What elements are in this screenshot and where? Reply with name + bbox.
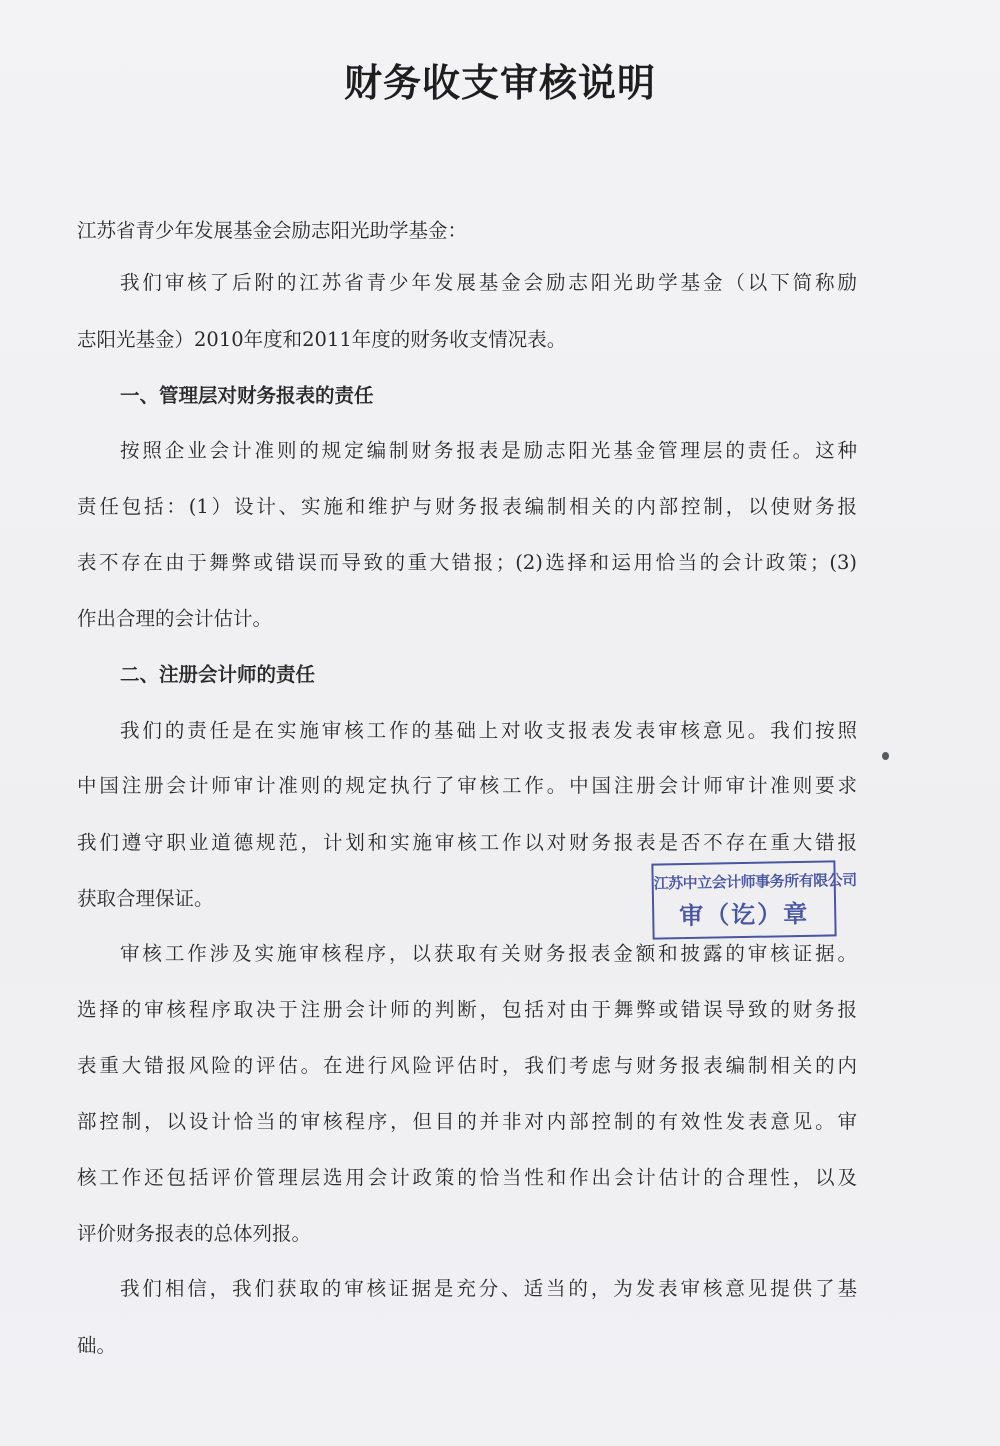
audit-stamp [651,860,857,939]
section2-p1-line-1: 我们的责任是在实施审核工作的基础上对收支报表发表审核意见。我们按照 [120,719,857,742]
section1-line-3: 表不存在由于舞弊或错误而导致的重大错报；(2)选择和运用恰当的会计政策；(3) [77,551,857,574]
section2-p1-line-3: 我们遵守职业道德规范，计划和实施审核工作以对财务报表是否不存在重大错报 [77,831,857,854]
document-title: 财务收支审核说明 [343,60,656,105]
section1-line-4: 作出合理的会计估计。 [77,607,273,630]
section2-p2-line-6: 评价财务报表的总体列报。 [77,1222,312,1245]
stamp-org-name: 江苏中立会计师事务所有限公司 [653,871,857,893]
section2-p1-line-2: 中国注册会计师审计准则的规定执行了审核工作。中国注册会计师审计准则要求 [77,774,857,797]
intro-line-1: 我们审核了后附的江苏省青少年发展基金会励志阳光助学基金（以下简称励 [120,271,857,294]
section1-heading: 一、管理层对财务报表的责任 [120,384,374,407]
section2-p2-line-4: 部控制，以设计恰当的审核程序，但目的并非对内部控制的有效性发表意见。审 [77,1110,857,1133]
section1-line-2: 责任包括：(1）设计、实施和维护与财务报表编制相关的内部控制，以使财务报 [77,495,857,518]
section2-p2-line-3: 表重大错报风险的评估。在进行风险评估时，我们考虑与财务报表编制相关的内 [77,1054,857,1077]
section2-p3-line-1: 我们相信，我们获取的审核证据是充分、适当的，为发表审核意见提供了基 [120,1277,857,1300]
section2-p2-line-5: 核工作还包括评价管理层选用会计政策的恰当性和作出会计估计的合理性，以及 [77,1166,857,1189]
section1-line-1: 按照企业会计准则的规定编制财务报表是励志阳光基金管理层的责任。这种 [120,439,857,462]
section2-p1-line-4: 获取合理保证。 [77,887,214,910]
section2-p2-line-2: 选择的审核程序取决于注册会计师的判断，包括对由于舞弊或错误导致的财务报 [77,998,857,1021]
intro-line-2: 志阳光基金）2010年度和2011年度的财务收支情况表。 [77,328,567,351]
section2-p2-line-1: 审核工作涉及实施审核程序，以获取有关财务报表金额和披露的审核证据。 [120,942,857,965]
ink-speck [882,752,889,760]
addressee: 江苏省青少年发展基金会励志阳光助学基金： [77,219,468,242]
section2-p3-line-2: 础。 [77,1334,117,1357]
section2-heading: 二、注册会计师的责任 [120,663,316,686]
stamp-label: 审（讫）章 [679,899,810,931]
